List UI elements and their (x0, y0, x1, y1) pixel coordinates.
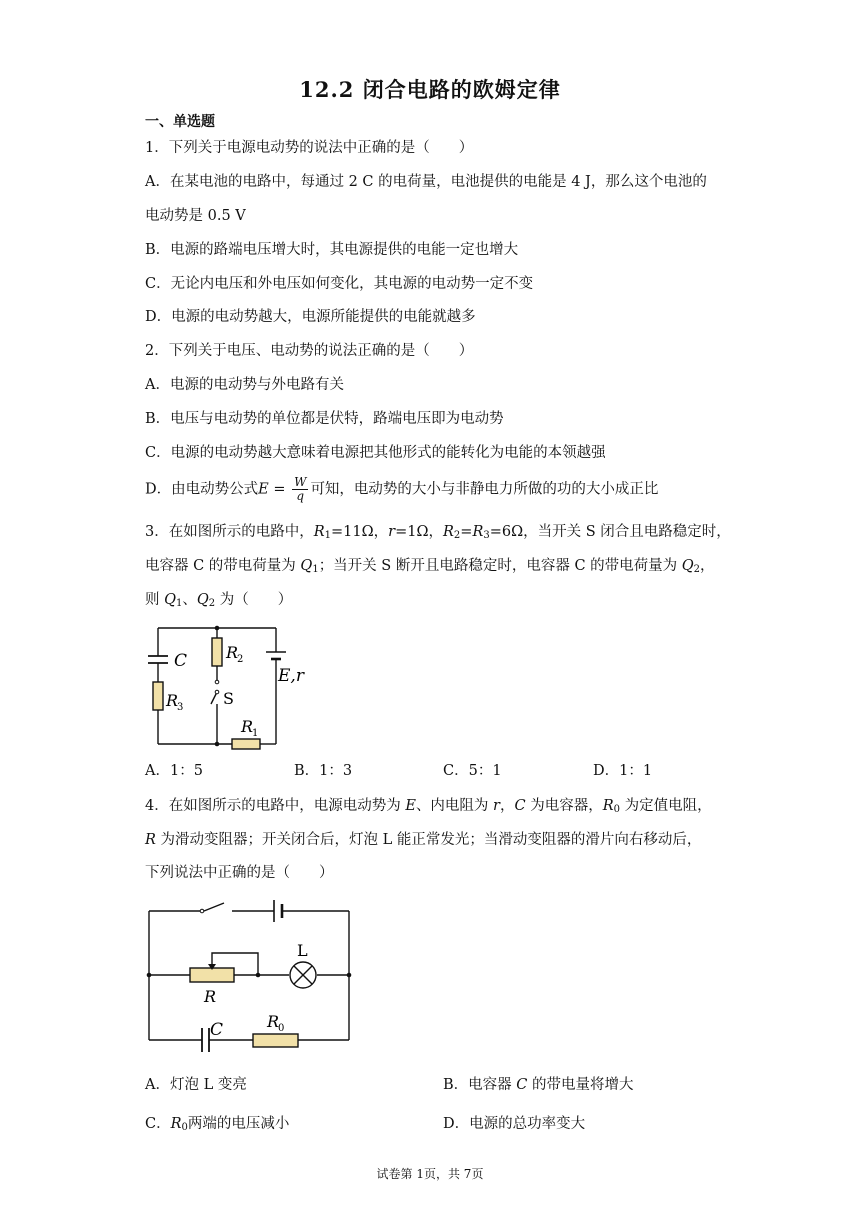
label-rheostat: R (204, 987, 217, 1006)
label-lamp: L (297, 941, 308, 960)
q3-option-a: A．1：5 (145, 763, 203, 779)
q4-r0: R (170, 1116, 182, 1132)
q4-text: B．电容器 (443, 1077, 517, 1093)
q3-r2: R (443, 524, 454, 540)
label-r3-sub: 3 (177, 702, 184, 713)
q3-stem-line2 (145, 557, 715, 579)
q4-stem-line1 (145, 797, 712, 819)
q4-stem-line2 (145, 831, 701, 849)
q2-option-b: B．电压与电动势的单位都是伏特，路端电压即为电动势 (145, 411, 504, 427)
q1-option-a: A．在某电池的电路中，每通过 2 C 的电荷量，电池提供的电能是 4 J，那么这个电池的 (145, 174, 707, 190)
q3-q1: Q (300, 558, 313, 574)
q3-circuit-diagram (140, 620, 320, 755)
q4-text: 两端的电压减小 (187, 1116, 290, 1132)
q1-option-d: D．电源的电动势越大，电源所能提供的电能就越多 (145, 309, 476, 325)
q3-q2: Q (196, 592, 209, 608)
junction-dot (147, 973, 152, 978)
q3-r2-sub: 2 (453, 530, 461, 541)
q3-q2-sub: 2 (693, 564, 701, 575)
switch-contact (215, 680, 219, 684)
junction-dot (215, 742, 220, 747)
q1-option-c: C．无论内电压和外电压如何变化，其电源的电动势一定不变 (145, 276, 534, 292)
q1-stem: 1．下列关于电源电动势的说法中正确的是（ ） (145, 140, 474, 156)
q4-c: C (516, 1077, 528, 1093)
junction-dot (347, 973, 352, 978)
q4-c: C (514, 798, 526, 814)
q3-q2-sub: 2 (208, 598, 216, 609)
label-r2-sub: 2 (237, 654, 244, 665)
section-heading: 一、单选题 (145, 114, 215, 130)
q4-r0-sub: 0 (181, 1122, 188, 1133)
q3-text: =11Ω， (331, 524, 389, 540)
label-r1: R (241, 717, 254, 736)
q4-stem-line3: 下列说法中正确的是（ ） (145, 865, 334, 881)
q4-text: 为定值电阻， (620, 798, 712, 814)
q3-r3-sub: 3 (483, 530, 490, 541)
q3-stem-line1 (145, 523, 731, 545)
formula-numerator: W (294, 475, 307, 489)
label-s: S (223, 689, 234, 708)
q4-text: 为滑动变阻器；开关闭合后，灯泡 L 能正常发光；当滑动变阻器的滑片向右移动后， (155, 832, 702, 848)
q3-option-c: C．5：1 (443, 763, 502, 779)
q3-text: ， (700, 558, 715, 574)
q4-circuit-diagram (140, 895, 360, 1065)
q3-r: r (388, 524, 396, 540)
q3-q1-sub: 1 (312, 564, 319, 575)
switch-contact (200, 909, 204, 913)
q3-text: =6Ω，当开关 S 闭合且电路稳定时， (489, 524, 731, 540)
q2-option-c: C．电源的电动势越大意味着电源把其他形式的能转化为电能的本领越强 (145, 445, 606, 461)
q3-q2: Q (681, 558, 694, 574)
q4-option-c (145, 1115, 289, 1137)
q2-d-prefix: D．由电动势公式 (145, 481, 259, 498)
page-footer: 试卷第 1页，共 7页 (376, 1167, 484, 1181)
junction-dot (215, 626, 220, 631)
q4-option-a: A．灯泡 L 变亮 (145, 1077, 247, 1093)
q3-r1-sub: 1 (324, 530, 332, 541)
q2-stem: 2．下列关于电压、电动势的说法正确的是（ ） (145, 343, 474, 359)
q4-text: 、内电阻为 (415, 798, 494, 814)
q3-text: 为（ ） (215, 592, 293, 608)
q1-option-b: B．电源的路端电压增大时，其电源提供的电能一定也增大 (145, 242, 519, 258)
q4-r0: R (602, 798, 614, 814)
q4-text: C． (145, 1116, 171, 1132)
q4-e: E (405, 798, 416, 814)
q4-text: ， (499, 798, 515, 814)
label-r3: R (166, 691, 179, 710)
q3-text: ；当开关 S 断开且电路稳定时，电容器 C 的带电荷量为 (318, 558, 682, 574)
label-r1-sub: 1 (252, 728, 259, 739)
q1-option-a-cont: 电动势是 0.5 V (145, 208, 246, 224)
q2-option-d (145, 476, 658, 503)
q3-q1-sub: 1 (176, 598, 183, 609)
label-r2: R (226, 643, 239, 662)
q4-text: 的带电量将增大 (527, 1077, 634, 1093)
q4-option-d: D．电源的总功率变大 (443, 1116, 586, 1132)
label-e-r: E,r (278, 666, 304, 686)
q3-q1: Q (164, 592, 176, 608)
label-capacitor: C (210, 1020, 224, 1040)
q3-option-b: B．1：3 (294, 763, 353, 779)
label-c: C (174, 651, 188, 671)
q3-text: 电容器 C 的带电荷量为 (145, 558, 301, 574)
q2-option-a: A．电源的电动势与外电路有关 (145, 377, 344, 393)
switch-contact (215, 690, 219, 694)
q3-text: 则 (145, 592, 165, 608)
q3-r1: R (313, 524, 325, 540)
formula-eq: = (268, 481, 291, 498)
label-r0: R (267, 1012, 280, 1031)
q4-option-b (443, 1076, 633, 1094)
formula-e: E (258, 481, 269, 498)
junction-dot (256, 973, 261, 978)
q4-r0-sub: 0 (613, 804, 620, 815)
q4-text: 为电容器， (525, 798, 603, 814)
page-title: 12.2 闭合电路的欧姆定律 (299, 77, 561, 102)
formula-fraction (292, 476, 308, 503)
q3-text: 3．在如图所示的电路中， (145, 524, 314, 540)
q3-r3: R (472, 524, 484, 540)
q4-r: r (493, 798, 500, 814)
q3-stem-line3 (145, 591, 292, 613)
q4-r: R (145, 832, 156, 848)
q3-text: 、 (182, 592, 197, 608)
q3-text: =1Ω， (395, 524, 443, 540)
label-r0-sub: 0 (278, 1023, 285, 1034)
q4-text: 4．在如图所示的电路中，电源电动势为 (145, 798, 406, 814)
q2-d-suffix: 可知，电动势的大小与非静电力所做的功的大小成正比 (310, 481, 659, 498)
q3-text: = (460, 524, 473, 540)
formula-denominator: q (296, 489, 305, 503)
q3-option-d: D．1：1 (593, 763, 653, 779)
